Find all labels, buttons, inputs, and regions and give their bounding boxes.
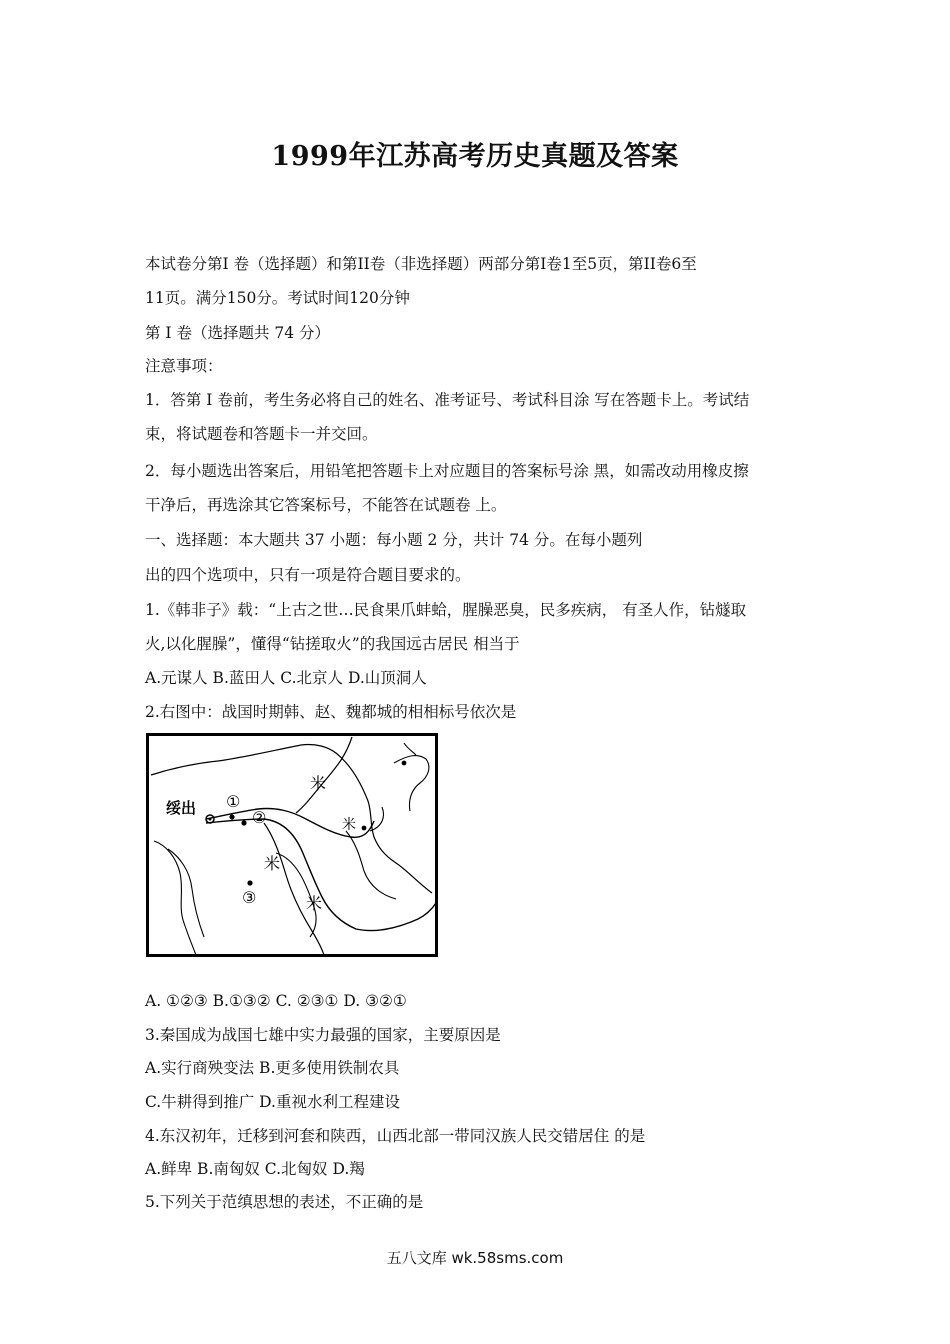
- text-line: 1．答第 Ⅰ 卷前，考生务必将自己的姓名、准考证号、考试科目涂 写在答题卡上。考试结: [145, 391, 750, 409]
- text-line: 出的四个选项中，只有一项是符合题目要求的。: [145, 566, 471, 584]
- warring-states-map: [146, 733, 438, 957]
- text-line: 本试卷分第Ⅰ 卷（选择题）和第II卷（非选择题）两部分第Ⅰ卷1至5页，第II卷6至: [145, 255, 697, 273]
- text-line: 注意事项：: [145, 357, 223, 375]
- text-line: A.元谋人 B.蓝田人 C.北京人 D.山顶洞人: [145, 669, 427, 687]
- text-line: 束，将试题卷和答题卡一并交回。: [145, 425, 378, 443]
- text-line: 2.右图中：战国时期韩、赵、魏都城的相相标号依次是: [145, 703, 517, 721]
- text-line: 一、选择题：本大题共 37 小题：每小题 2 分，共计 74 分。在每小题列: [145, 531, 643, 549]
- document-title: 1999年江苏高考历史真题及答案: [271, 141, 679, 172]
- svg-text:米: 米: [264, 854, 281, 873]
- text-line: C.牛耕得到推广 D.重视水利工程建设: [145, 1093, 400, 1111]
- svg-text:米: 米: [342, 817, 356, 833]
- text-line: 干净后，再选涂其它答案标号，不能答在试题卷 上。: [145, 496, 507, 514]
- text-line: 3.秦国成为战国七雄中实力最强的国家，主要原因是: [145, 1026, 501, 1044]
- text-line: 2．每小题选出答案后，用铅笔把答题卡上对应题目的答案标号涂 黑，如需改动用橡皮擦: [145, 462, 749, 480]
- text-line: A.鲜卑 B.南匈奴 C.北匈奴 D.羯: [145, 1160, 365, 1178]
- text-line: 5.下列关于范缜思想的表述，不正确的是: [145, 1193, 424, 1211]
- city-label: 绥出: [166, 799, 197, 817]
- map-marker-1: ①: [226, 792, 241, 811]
- text-line: A.实行商殃变法 B.更多使用铁制农具: [145, 1059, 400, 1077]
- map-marker-3: ③: [242, 888, 257, 907]
- text-line: 第 Ⅰ 卷（选择题共 74 分）: [145, 324, 331, 342]
- svg-text:米: 米: [306, 894, 323, 913]
- text-line: 1.《韩非子》载：“上古之世…民食果爪蚌蛤，腥臊恶臭，民多疾病， 有圣人作，钻燧取: [145, 601, 747, 619]
- svg-text:米: 米: [310, 774, 327, 793]
- map-marker-2: ②: [252, 808, 267, 827]
- text-line: 11页。满分150分。考试时间120分钟: [145, 289, 410, 307]
- text-line: 火,以化腥臊”，懂得“钻搓取火”的我国远古居民 相当于: [145, 635, 520, 653]
- text-line: A. ①②③ B.①③② C. ②③① D. ③②①: [145, 992, 407, 1010]
- text-line: 4.东汉初年，迁移到河套和陕西，山西北部一带同汉族人民交错居住 的是: [145, 1127, 646, 1145]
- footer-watermark: 五八文库 wk.58sms.com: [386, 1249, 564, 1267]
